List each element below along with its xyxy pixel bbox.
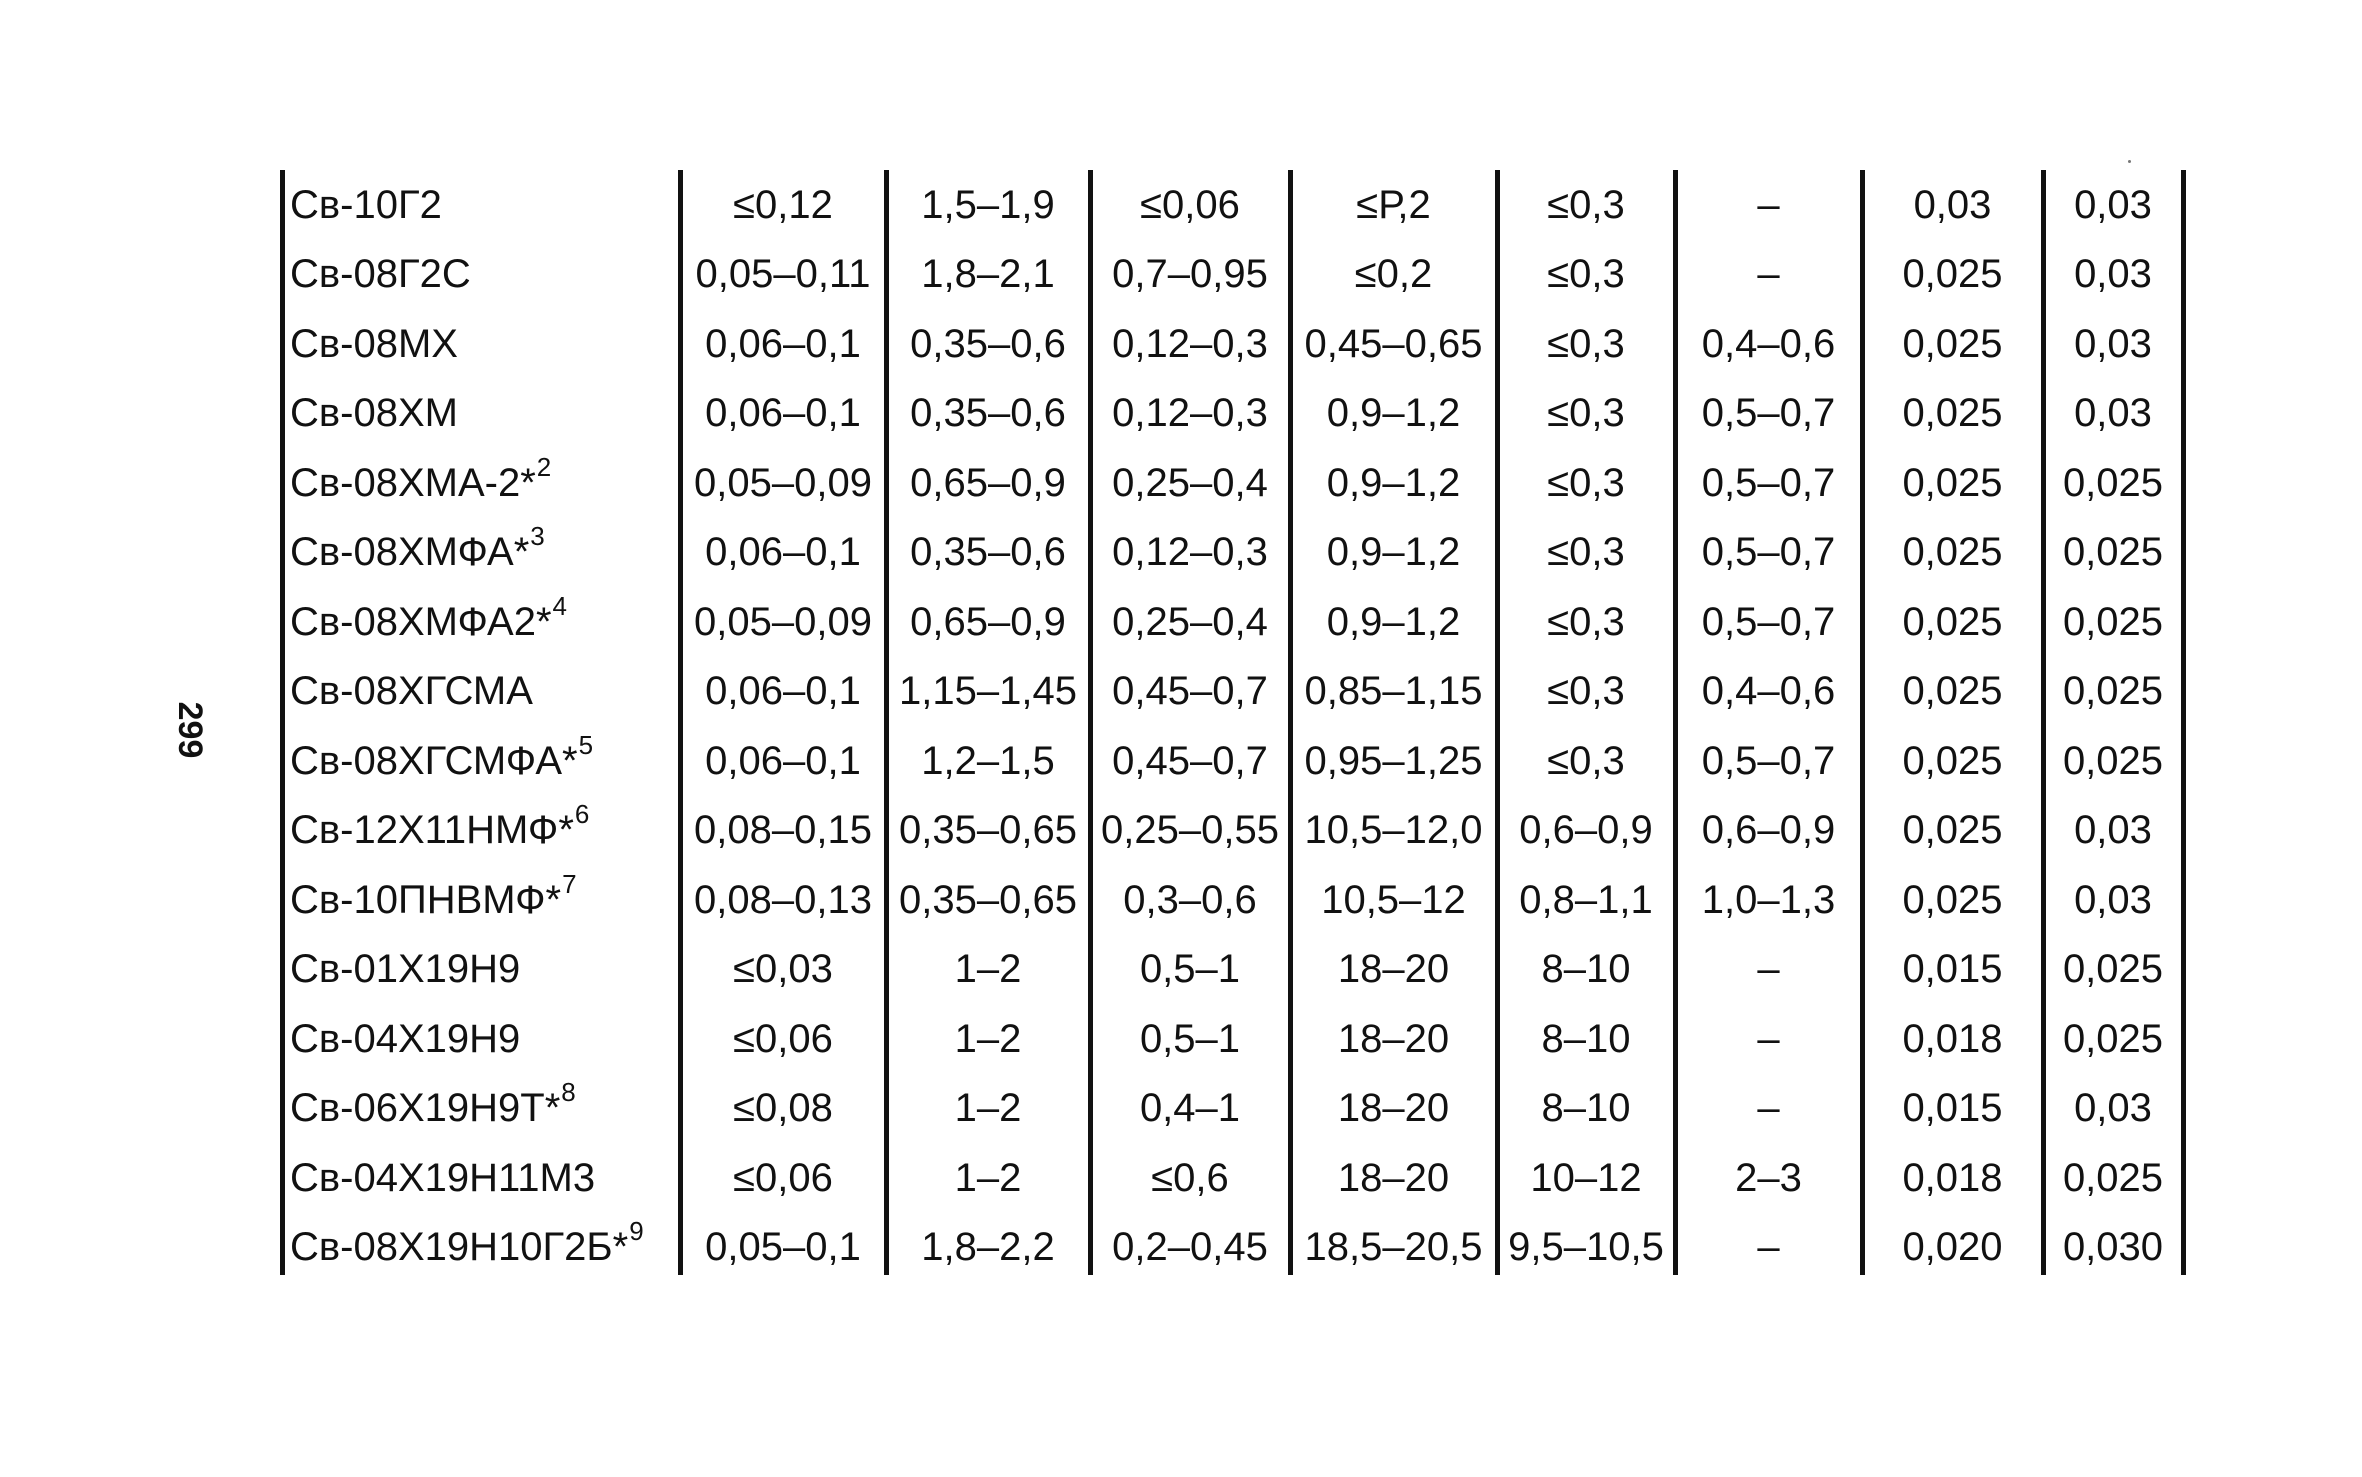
- value-cell: –: [1757, 1086, 1780, 1130]
- value-cell: 0,025: [1902, 460, 2003, 505]
- grade-name: [290, 448, 676, 518]
- value-cell: 0,025: [1902, 738, 2003, 783]
- value-cell: 0,05–0,09: [694, 599, 872, 644]
- grade-name: [290, 309, 676, 379]
- grade-name-text: Св-08ХМФА*: [290, 530, 530, 574]
- grade-name-text: Св-08Г2С: [290, 252, 471, 296]
- value-cell: 0,025: [1902, 530, 2003, 574]
- value-cell: ≤0,12: [733, 182, 833, 227]
- value-cell: 0,03: [2074, 877, 2152, 922]
- value-cell: 1,0–1,3: [1701, 877, 1836, 922]
- value-cell: 0,025: [2062, 947, 2164, 991]
- value-cell: 0,3–0,6: [1123, 877, 1257, 922]
- value-cell: ≤0,3: [1547, 460, 1625, 505]
- grade-name: [290, 518, 676, 588]
- footnote-marker: 8: [561, 1077, 576, 1107]
- grade-name: [290, 1143, 676, 1213]
- value-cell: –: [1757, 1225, 1780, 1269]
- value-cell: 0,08–0,13: [694, 877, 872, 922]
- value-cell: ≤0,3: [1547, 182, 1625, 227]
- value-cell: ≤0,3: [1547, 321, 1625, 366]
- column-rule: [2181, 170, 2186, 1275]
- grade-name: [290, 170, 676, 240]
- value-cell: 0,03: [1913, 182, 1992, 227]
- value-cell: 10,5–12: [1321, 877, 1466, 922]
- value-cell: 0,12–0,3: [1112, 391, 1268, 435]
- value-cell: 0,03: [2074, 252, 2152, 296]
- value-cell: 1–2: [954, 1086, 1022, 1130]
- value-cell: 0,9–1,2: [1326, 530, 1461, 574]
- value-cell: 0,05–0,11: [695, 252, 871, 296]
- value-cell: 18–20: [1337, 947, 1450, 991]
- value-cell: 0,5–0,7: [1701, 599, 1836, 644]
- value-cell: 18–20: [1337, 1155, 1450, 1200]
- value-cell: 0,9–1,2: [1326, 599, 1461, 644]
- value-cell: 0,03: [2074, 391, 2152, 435]
- footnote-marker: 6: [574, 799, 590, 829]
- value-cell: 0,03: [2074, 808, 2152, 852]
- grade-name: [290, 726, 676, 796]
- value-cell: 0,35–0,65: [899, 877, 1077, 922]
- value-cell: 8–10: [1541, 1016, 1631, 1061]
- value-cell: 0,25–0,4: [1112, 599, 1268, 644]
- value-cell: 0,018: [1902, 1016, 2003, 1061]
- value-cell: 0,06–0,1: [705, 321, 861, 366]
- value-cell: 0,25–0,55: [1101, 808, 1279, 852]
- value-cell: 0,4–1: [1139, 1086, 1241, 1130]
- value-cell: 0,03: [2074, 182, 2152, 227]
- grade-name-text: Св-08ХГСМФА*: [290, 738, 578, 783]
- value-cell: ≤0,03: [733, 947, 833, 991]
- value-cell: 0,025: [2062, 669, 2164, 713]
- value-cell: –: [1757, 947, 1780, 991]
- value-cell: 0,35–0,6: [910, 530, 1066, 574]
- value-cell: 0,4–0,6: [1701, 669, 1836, 713]
- value-cell: 0,9–1,2: [1326, 460, 1461, 505]
- value-cell: ≤0,3: [1547, 599, 1625, 644]
- value-cell: 2–3: [1735, 1155, 1802, 1200]
- value-cell: 0,025: [1902, 877, 2003, 922]
- grade-name: [290, 865, 676, 935]
- value-cell: 8–10: [1541, 947, 1631, 991]
- value-cell: 0,5–0,7: [1701, 460, 1836, 505]
- value-cell: ≤0,3: [1547, 252, 1625, 296]
- value-cell: 0,015: [1902, 1086, 2003, 1130]
- value-cell: 0,020: [1902, 1225, 2003, 1269]
- value-cell: 0,5–0,7: [1701, 391, 1836, 435]
- column-rule: [280, 170, 285, 1275]
- value-cell: 0,5–0,7: [1701, 530, 1836, 574]
- grade-name: [290, 1213, 676, 1283]
- footnote-marker: 4: [552, 590, 567, 621]
- value-cell: 8–10: [1541, 1086, 1631, 1130]
- value-cell: –: [1757, 252, 1780, 296]
- value-cell: ≤0,06: [733, 1155, 833, 1200]
- value-cell: ≤0,06: [733, 1016, 833, 1061]
- value-cell: 0,025: [2062, 599, 2164, 644]
- grade-name: [290, 657, 676, 727]
- value-cell: 0,025: [1902, 808, 2003, 852]
- value-cell: 0,03: [2074, 321, 2152, 366]
- value-cell: 1,5–1,9: [921, 182, 1055, 227]
- footnote-marker: 9: [629, 1216, 644, 1246]
- value-cell: ≤0,06: [1140, 182, 1240, 227]
- value-cell: 10–12: [1530, 1155, 1642, 1200]
- value-cell: 0,6–0,9: [1701, 808, 1836, 852]
- value-cell: 0,25–0,4: [1112, 460, 1268, 505]
- grade-name: [290, 379, 676, 449]
- value-cell: ≤0,3: [1547, 530, 1625, 574]
- value-cell: 0,45–0,7: [1112, 669, 1268, 713]
- value-cell: ≤0,2: [1354, 252, 1433, 296]
- value-cell: 9,5–10,5: [1508, 1225, 1664, 1269]
- footnote-marker: 5: [578, 729, 594, 760]
- grade-name-text: Св-10Г2: [290, 182, 442, 227]
- value-cell: 0,2–0,45: [1112, 1225, 1268, 1269]
- grade-name: [290, 1004, 676, 1074]
- value-cell: 0,015: [1902, 947, 2003, 991]
- value-cell: 0,6–0,9: [1519, 808, 1653, 852]
- value-cell: 0,06–0,1: [705, 738, 861, 783]
- grade-name-text: Св-04Х19Н9: [290, 1016, 521, 1061]
- value-cell: 1–2: [954, 947, 1022, 991]
- value-cell: 0,030: [2062, 1225, 2164, 1269]
- value-cell: 18–20: [1337, 1086, 1450, 1130]
- grade-name: [290, 587, 676, 657]
- footnote-marker: 7: [562, 868, 577, 899]
- value-cell: –: [1757, 1016, 1780, 1061]
- value-cell: 0,5–1: [1139, 1016, 1241, 1061]
- value-cell: 0,45–0,65: [1304, 321, 1483, 366]
- value-cell: 0,018: [1902, 1155, 2003, 1200]
- value-cell: ≤0,6: [1151, 1155, 1229, 1200]
- value-cell: ≤Р,2: [1356, 182, 1431, 227]
- grade-name: [290, 240, 676, 310]
- value-cell: ≤0,3: [1547, 669, 1625, 713]
- grade-name-text: Св-04Х19Н11М3: [290, 1155, 596, 1200]
- value-cell: 0,35–0,6: [910, 321, 1066, 366]
- value-cell: 0,4–0,6: [1701, 321, 1836, 366]
- value-cell: 0,08–0,15: [694, 808, 872, 852]
- grade-name-text: Св-08ХМ: [290, 391, 458, 435]
- grade-name-text: Св-06Х19Н9Т*: [290, 1086, 561, 1130]
- value-cell: 1–2: [954, 1155, 1022, 1200]
- value-cell: 0,85–1,15: [1304, 669, 1483, 713]
- grade-name-text: Св-01Х19Н9: [290, 947, 521, 991]
- footnote-marker: 3: [530, 521, 545, 551]
- value-cell: 1,15–1,45: [899, 669, 1077, 713]
- value-cell: 0,025: [1902, 599, 2003, 644]
- value-cell: 18–20: [1337, 1016, 1450, 1061]
- value-cell: 1,2–1,5: [921, 738, 1055, 783]
- grade-name: [290, 935, 676, 1005]
- value-cell: 0,5–1: [1139, 947, 1241, 991]
- value-cell: 10,5–12,0: [1304, 808, 1483, 852]
- value-cell: 0,7–0,95: [1112, 252, 1268, 296]
- grade-name-text: Св-08ХМА-2*: [290, 460, 536, 505]
- page-number: 299: [171, 701, 210, 759]
- value-cell: 0,025: [2062, 1155, 2164, 1200]
- value-cell: 0,45–0,7: [1112, 738, 1268, 783]
- grade-name: [290, 796, 676, 866]
- grade-name-text: Св-08ХМФА2*: [290, 599, 552, 644]
- value-cell: 0,06–0,1: [705, 391, 861, 435]
- value-cell: 0,025: [1902, 321, 2003, 366]
- grade-name-text: Св-12Х11НМФ*: [290, 808, 574, 852]
- value-cell: 0,95–1,25: [1304, 738, 1483, 783]
- value-cell: ≤0,3: [1547, 738, 1625, 783]
- grade-name-text: Св-08ХГСМА: [290, 669, 533, 713]
- value-cell: 0,9–1,2: [1326, 391, 1461, 435]
- grade-name-text: Св-10ПНВМФ*: [290, 877, 562, 922]
- value-cell: 0,12–0,3: [1112, 321, 1268, 366]
- value-cell: 18,5–20,5: [1304, 1225, 1483, 1269]
- value-cell: 0,06–0,1: [705, 530, 861, 574]
- value-cell: 0,8–1,1: [1519, 877, 1653, 922]
- value-cell: ≤0,08: [733, 1086, 833, 1130]
- value-cell: 0,35–0,6: [910, 391, 1066, 435]
- value-cell: 0,03: [2074, 1086, 2152, 1130]
- value-cell: 0,025: [2062, 1016, 2164, 1061]
- grade-name: [290, 1074, 676, 1144]
- value-cell: 0,35–0,65: [899, 808, 1077, 852]
- value-cell: 0,65–0,9: [910, 599, 1066, 644]
- footnote-marker: 2: [536, 451, 552, 482]
- value-cell: ≤0,3: [1547, 391, 1625, 435]
- value-cell: 0,65–0,9: [910, 460, 1066, 505]
- value-cell: 0,05–0,1: [705, 1225, 861, 1269]
- value-cell: 0,025: [2062, 460, 2164, 505]
- value-cell: 1,8–2,2: [921, 1225, 1055, 1269]
- value-cell: 0,12–0,3: [1112, 530, 1268, 574]
- value-cell: 0,025: [1902, 252, 2003, 296]
- value-cell: 0,025: [2062, 530, 2164, 574]
- value-cell: 0,025: [2062, 738, 2164, 783]
- value-cell: –: [1757, 182, 1780, 227]
- value-cell: 1,8–2,1: [921, 252, 1055, 296]
- value-cell: 0,025: [1902, 669, 2003, 713]
- value-cell: 0,05–0,09: [694, 460, 872, 505]
- scan-speck: [2128, 160, 2131, 163]
- value-cell: 0,06–0,1: [705, 669, 861, 713]
- value-cell: 1–2: [954, 1016, 1022, 1061]
- value-cell: 0,025: [1902, 391, 2003, 435]
- grade-name-text: Св-08МХ: [290, 321, 458, 366]
- grade-name-text: Св-08Х19Н10Г2Б*: [290, 1225, 629, 1269]
- value-cell: 0,5–0,7: [1701, 738, 1836, 783]
